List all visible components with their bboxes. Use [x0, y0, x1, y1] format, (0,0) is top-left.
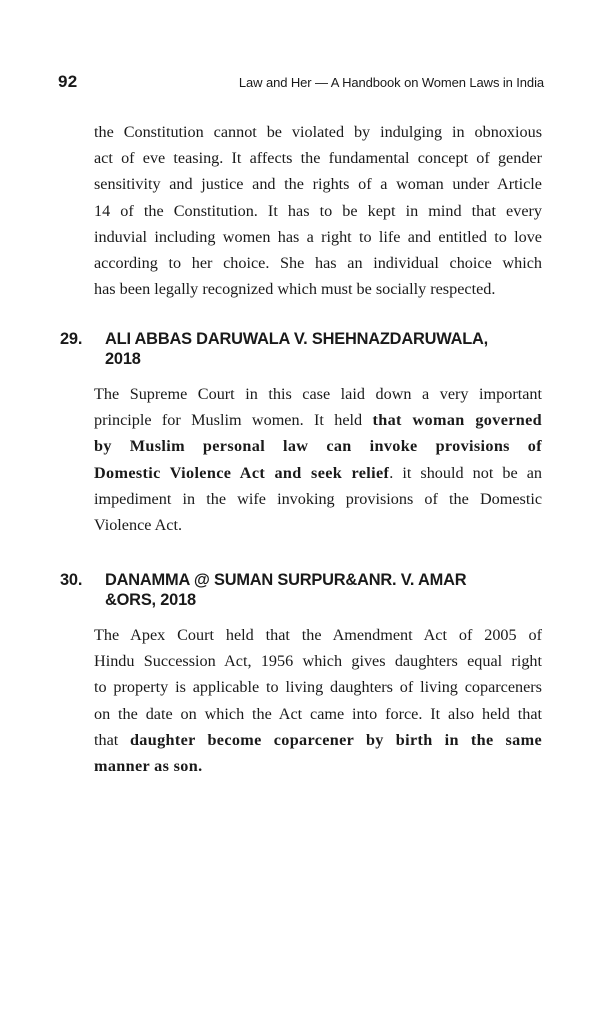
- text-line: impediment in the wife invoking provisions of the Domestic: [94, 489, 542, 508]
- text-line: Violence Act.: [94, 516, 183, 535]
- case-title-line: &ORS, 2018: [105, 591, 196, 609]
- case-title-line: 2018: [105, 350, 141, 368]
- bold-text: by Muslim personal law can invoke provisions of: [94, 437, 542, 456]
- text-line: [94, 753, 542, 779]
- case-number: 29.: [60, 330, 83, 348]
- text-line: to property is applicable to living daughters of living coparceners: [94, 678, 542, 697]
- text-line: has been legally recognized which must be socially respected.: [94, 280, 496, 299]
- case-title: [105, 329, 550, 369]
- text-line: Hindu Succession Act, 1956 which gives daughters equal right: [94, 652, 542, 671]
- text-line: on the date on which the Act came into force. It also held that: [94, 704, 542, 723]
- bold-text: daughter become coparcener by birth in the same: [129, 730, 542, 749]
- text-span: . it should not be an: [389, 463, 542, 482]
- case-29-paragraph: [94, 381, 542, 538]
- case-30-paragraph: [94, 622, 542, 779]
- text-line: [94, 460, 542, 486]
- text-line: [94, 433, 542, 459]
- text-line: The Supreme Court in this case laid down a very important: [94, 385, 542, 403]
- text-line: 14 of the Constitution. It has to be kept in mind that every: [94, 201, 542, 220]
- bold-text: manner as son.: [94, 757, 203, 776]
- bold-text: Domestic Violence Act and seek relief: [94, 463, 390, 482]
- running-head: Law and Her — A Handbook on Women Laws in India: [238, 75, 544, 90]
- case-number: 30.: [60, 571, 83, 589]
- page-header: [58, 72, 544, 94]
- case-title-line: DANAMMA @ SUMAN SURPUR&ANR. V. AMAR: [105, 571, 467, 589]
- case-title: [105, 570, 550, 610]
- text-line: The Apex Court held that the Amendment Act of 2005 of: [94, 626, 542, 644]
- text-line: sensitivity and justice and the rights of a woman under Article: [94, 175, 542, 194]
- case-title-line: ALI ABBAS DARUWALA V. SHEHNAZDARUWALA,: [105, 330, 489, 348]
- intro-paragraph: [94, 119, 542, 302]
- text-line: act of eve teasing. It affects the fundamental concept of gender: [94, 149, 542, 168]
- bold-text: that woman governed: [372, 411, 543, 430]
- text-line: [94, 727, 542, 753]
- text-line: the Constitution cannot be violated by indulging in obnoxious: [94, 123, 542, 141]
- text-line: according to her choice. She has an individual choice which: [94, 254, 542, 273]
- text-line: induvial including women has a right to life and entitled to love: [94, 227, 542, 246]
- text-span: principle for Muslim women. It held: [94, 411, 373, 430]
- text-line: [94, 407, 542, 433]
- page-number: 92: [58, 72, 78, 91]
- text-span: that: [94, 730, 130, 749]
